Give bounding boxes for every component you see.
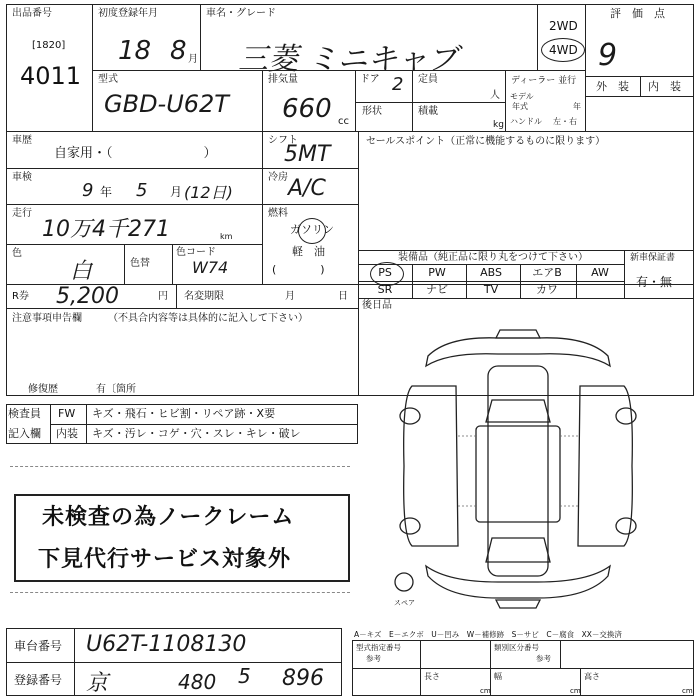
divider [412, 264, 413, 298]
reg-month-value: 8 [170, 36, 187, 66]
name-value: 三菱 ミニキャブ [238, 42, 458, 77]
color-value: 白 [70, 259, 93, 284]
divider [412, 102, 413, 131]
lot-label: 出品番号 [12, 8, 52, 19]
divider [624, 250, 625, 298]
height-label: 高さ [584, 672, 600, 681]
divider [505, 70, 506, 131]
equipment-label: 装備品（純正品に限り丸をつけて下さい） [398, 252, 588, 263]
divider [74, 628, 75, 696]
height-unit: cm [682, 687, 693, 695]
mileage-label: 走行 [12, 208, 32, 219]
year-unit: 年 [573, 102, 581, 111]
transfer-day: 日 [338, 291, 348, 302]
reg-year-value: 18 [118, 36, 152, 66]
car-diagram [388, 326, 648, 616]
equip-aw: AW [591, 266, 609, 279]
divider [585, 96, 694, 97]
entry-label: 記入欄 [8, 427, 41, 440]
equip-navi: ナビ [426, 283, 448, 296]
sales-label: セールスポイント（正常に機能するものに限ります） [366, 136, 606, 147]
divider [466, 264, 467, 298]
damage-legend: A－キズ E－エクボ U－凹み W－補修跡 S－サビ C－腐食 XX－交換済 [354, 630, 622, 639]
int-label: 内装 [56, 427, 78, 440]
divider [50, 424, 358, 425]
capacity-unit: 人 [490, 90, 500, 101]
inspector-label: 検査員 [8, 407, 41, 420]
divider [585, 4, 586, 131]
plate-class: 480 [178, 670, 217, 694]
ref-label-2: 参考 [536, 654, 551, 663]
inspection-month: 5 [136, 180, 148, 201]
divider [520, 264, 521, 298]
divider [86, 404, 87, 444]
spare-label: スペア [394, 599, 415, 607]
divider [6, 244, 262, 245]
equip-ps: PS [378, 266, 392, 279]
fuel-diesel: 軽 油 [292, 245, 325, 258]
recycle-unit: 円 [158, 291, 168, 302]
displacement-value: 660 [282, 94, 332, 124]
width-unit: cm [570, 687, 581, 695]
divider [420, 640, 421, 696]
shift-label: シフト [268, 135, 298, 146]
class-label: 類別区分番号 [494, 643, 539, 652]
length-label: 長さ [424, 672, 440, 681]
divider [412, 70, 413, 102]
transfer-month: 月 [285, 291, 295, 302]
divider [358, 250, 694, 251]
color-code-value: W74 [192, 258, 229, 277]
color-change-label: 色替 [130, 258, 150, 269]
equip-leather: カワ [536, 283, 558, 296]
plate-kana: 5 [238, 664, 251, 688]
shift-value: 5MT [284, 142, 331, 167]
doors-value: 2 [392, 74, 404, 95]
after-label: 後日品 [362, 300, 392, 311]
notes-instruction: （不具合内容等は具体的に記入して下さい） [108, 313, 308, 324]
fw-text: キズ・飛石・ヒビ割・リペア跡・X要 [92, 407, 276, 420]
model-year-label: モデル [510, 92, 534, 101]
divider [124, 244, 125, 284]
int-text: キズ・汚レ・コゲ・穴・スレ・キレ・破レ [92, 427, 301, 440]
lot-sub: [1820] [32, 40, 66, 51]
model-value: GBD-U62T [104, 90, 229, 118]
divider [358, 298, 694, 299]
inspection-month-unit: 月 [170, 185, 183, 199]
ref-label: 参考 [366, 654, 381, 663]
divider [200, 4, 201, 70]
fuel-label: 燃料 [268, 208, 288, 219]
mileage-unit: km [220, 232, 233, 241]
divider [355, 70, 356, 131]
transfer-label: 名変期限 [184, 291, 224, 302]
name-label: 車名・グレード [206, 8, 276, 19]
divider [355, 102, 505, 103]
divider [262, 70, 263, 131]
width-label: 幅 [494, 672, 502, 681]
drive-4wd: 4WD [549, 43, 578, 57]
reg-year-label: 初度登録年月 [98, 8, 158, 19]
exterior-label: 外 装 [596, 80, 629, 93]
equip-airbag: エアB [532, 266, 562, 279]
plate-area: 京 [86, 671, 109, 696]
divider [262, 131, 263, 284]
inspection-year-unit: 年 [100, 185, 113, 199]
notice-line2: 下見代行サービス対象外 [38, 547, 292, 572]
divider [576, 264, 577, 298]
divider [6, 131, 694, 132]
divider [6, 204, 358, 205]
drive-2wd: 2WD [549, 19, 578, 33]
fw-label: FW [58, 407, 76, 420]
divider [176, 284, 177, 308]
inspection-year: 9 [82, 180, 94, 201]
divider [6, 662, 342, 663]
dealer-label: ディーラー 並行 [511, 76, 577, 86]
mileage-value: 10万4千271 [42, 217, 170, 242]
divider [490, 640, 491, 668]
repair-label: 修復歴 [28, 384, 58, 395]
load-unit: kg [493, 120, 504, 130]
divider [50, 404, 51, 444]
divider [560, 640, 561, 668]
score-value: 9 [598, 38, 618, 73]
dashed-line [10, 466, 350, 467]
divider [6, 168, 358, 169]
recycle-label: R券 [12, 291, 29, 302]
history-label: 車歴 [12, 135, 32, 146]
equip-sr: SR [377, 283, 393, 296]
recycle-value: 5,200 [56, 284, 119, 309]
new-car-value: 有・無 [636, 275, 673, 289]
displacement-unit: cc [338, 116, 349, 127]
dashed-line [10, 592, 350, 593]
color-label: 色 [12, 248, 22, 259]
divider [640, 76, 641, 96]
fuel-paren: ( ) [272, 263, 325, 276]
lot-number: 4011 [20, 62, 82, 90]
ac-value: A/C [288, 176, 326, 201]
divider [92, 4, 93, 131]
model-label: 型式 [98, 74, 118, 85]
handle-value: 左・右 [553, 117, 577, 126]
chassis-value: U62T-1108130 [86, 632, 247, 657]
plate-label: 登録番号 [14, 673, 63, 687]
equip-pw: PW [428, 266, 446, 279]
notice-line1: 未検査の為ノークレーム [42, 505, 295, 530]
divider [537, 4, 538, 70]
history-value: 自家用・（ ） [54, 146, 217, 161]
model-spec-label: 型式指定番号 [356, 643, 401, 652]
repair-value: 有〔箇所 [96, 384, 136, 395]
handle-label: ハンドル [510, 117, 542, 126]
year-label: 年式 [512, 102, 528, 111]
score-label: 評 価 点 [610, 7, 665, 20]
displacement-label: 排気量 [268, 74, 298, 85]
load-label: 積載 [418, 106, 438, 117]
divider [352, 668, 694, 669]
inspection-label: 車検 [12, 172, 32, 183]
plate-number: 896 [282, 666, 324, 691]
new-car-label: 新車保証書 [630, 253, 676, 263]
divider [172, 244, 173, 284]
equip-tv: TV [483, 283, 499, 296]
fuel-gas: ガソリン [290, 223, 334, 236]
shape-label: 形状 [362, 106, 382, 117]
chassis-label: 車台番号 [14, 639, 63, 653]
color-code-label: 色コード [176, 247, 216, 258]
notes-title: 注意事項申告欄 [12, 313, 82, 324]
length-unit: cm [480, 687, 491, 695]
ac-label: 冷房 [268, 172, 288, 183]
drive-4wd-circle [541, 38, 585, 62]
interior-label: 内 装 [648, 80, 681, 93]
fuel-gas-circle [298, 218, 326, 244]
doors-label: ドア [360, 74, 380, 85]
equip-abs: ABS [480, 266, 502, 279]
capacity-label: 定員 [418, 74, 438, 85]
reg-month-unit: 月 [188, 54, 198, 65]
inspection-day: (12日) [184, 183, 233, 202]
